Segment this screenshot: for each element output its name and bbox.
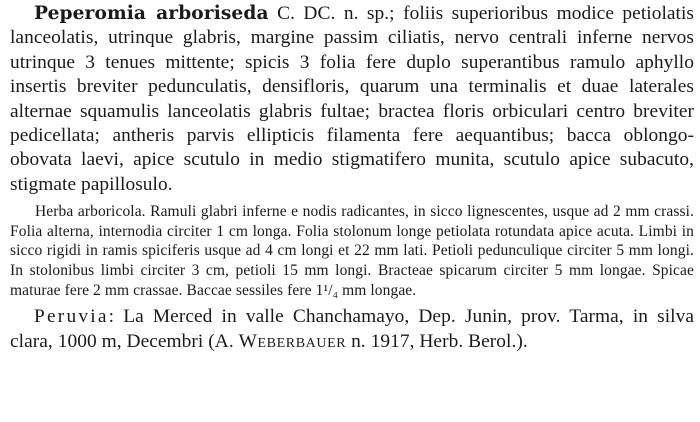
locality-record xyxy=(6,304,694,354)
locality-country: Peruvia xyxy=(34,306,109,328)
locality-details: : La Merced in valle Chanchamayo, Dep. Junin, prov. Tarma, in silva clara, 1000 m, Decembri (A. xyxy=(10,306,694,353)
collector-name: Weberbauer xyxy=(238,331,347,353)
notes-text: Herba arboricola. Ramuli glabri inferne e nodis radicantes, in sicco lignescentes, usque ad 2 mm crassi. Folia alterna, internodia circiter 1 cm longa. Folia stolonum longe petiolata rotundata apice acuta. Limbi in sicco rigidi in ramis spiciferis usque ad 4 cm longi et 22 mm lati. Petioli pedunculique circiter 5 mm longi. In stolonibus limbi circiter 3 cm, petioli 15 mm longi. Bracteae spicarum circiter 5 mm longae. Spicae maturae fere 2 mm crassae. Baccae sessiles fere 1¹/₄ mm longae. xyxy=(10,203,694,299)
specimen-number: n. 1917, Herb. Berol.). xyxy=(351,331,528,353)
descriptive-notes xyxy=(6,202,694,300)
latin-diagnosis: foliis superioribus modice petiolatis lanceolatis, utrinque glabris, margine passim ciliatis, nervo centrali inferne nervos utrinque 3 tenues mittente; spicis 3 folia fere duplo superantibus ramulo aphyllo insertis breviter pedunculatis, densifloris, quarum una terminalis et duae laterales alternae squamulis lanceolatis glabris fultae; bractea floris orbiculari centro breviter pedicellata; antheris parvis ellipticis filamenta fere aequantibus; bacca oblongo-obovata laevi, apice scutulo in medio stigmatifero munita, scutulo apice subacuto, stigmate papillosulo. xyxy=(10,3,695,195)
species-authority: C. DC. n. sp.; xyxy=(277,3,395,24)
species-name: Peperomia arboriseda xyxy=(34,3,269,24)
species-description xyxy=(6,2,694,197)
